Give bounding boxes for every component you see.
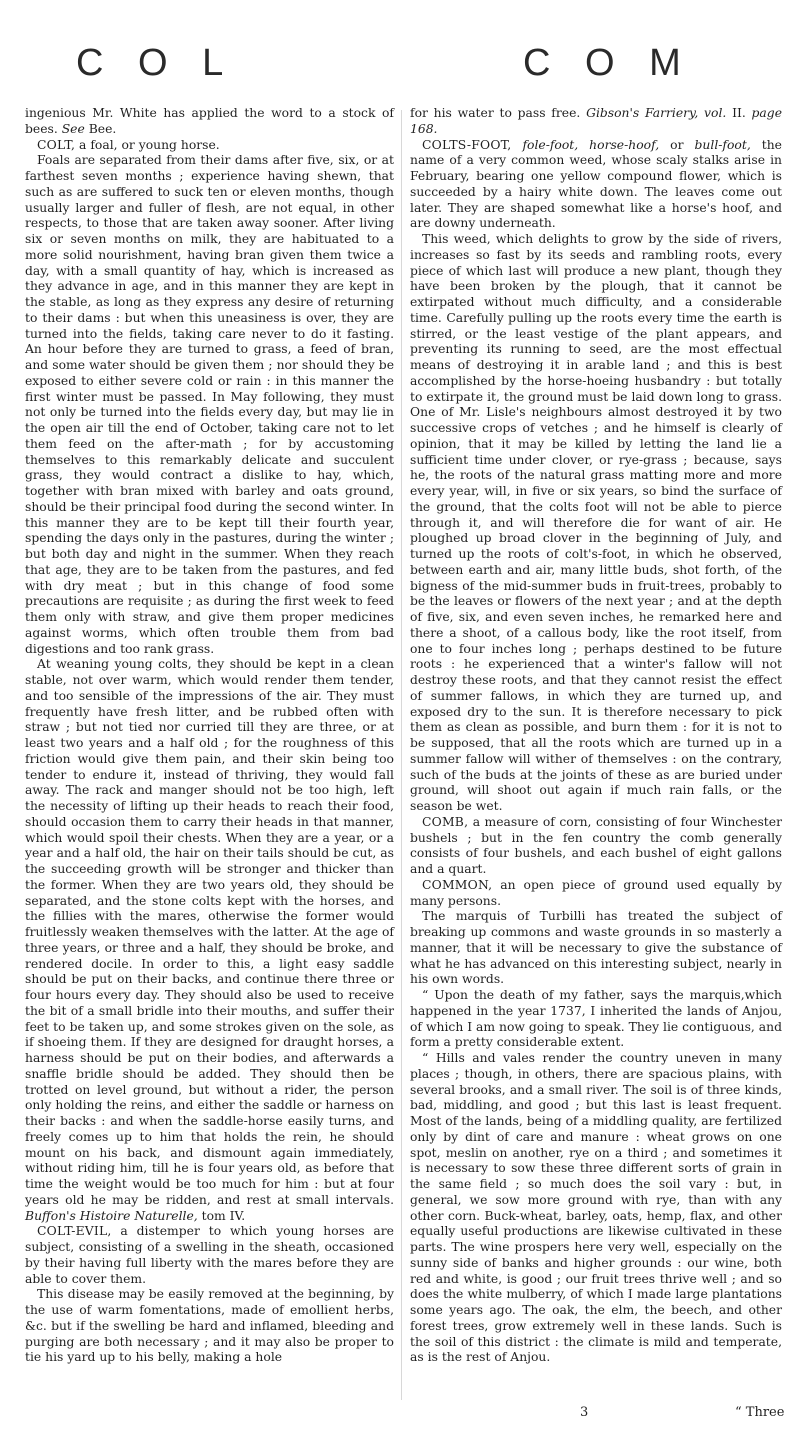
paragraph-water: for his water to pass free. Gibson's Farriery, vol. II. page 168.: [410, 106, 782, 136]
entry-comb: COMB, a measure of corn, consisting of four Winchester bushels ; but in the fen country the comb generally consists of four bushels, and each bushel of eight gallons and a quart.: [410, 814, 782, 876]
paragraph-turbilli: The marquis of Turbilli has treated the subject of breaking up commons and waste grounds in so masterly a manner, that it will be necessary to give the substance of what he has advanced on this interesting subject, nearly in his own words.: [410, 909, 782, 987]
paragraph-father: “ Upon the death of my father, says the marquis,which happened in the year 1737, I inherited the lands of Anjou, of which I am now going to speak. They lie contiguous, and form a pretty considerable extent.: [410, 988, 782, 1050]
headword-colt-evil: COLT-EVIL,: [37, 1224, 112, 1239]
headword-comb: COMB,: [422, 814, 469, 829]
paragraph-disease: This disease may be easily removed at the beginning, by the use of warm fomentations, made of emollient herbs, &c. but if the swelling be hard and inflamed, bleeding and purging are both necessary ; and it may also be proper to tie his yard up to his belly, making a hole: [25, 1287, 394, 1365]
entry-colt-evil: COLT-EVIL, a distemper to which young horses are subject, consisting of a swelling in the sheath, occasioned by their having full liberty with the mares before they are able to cover them.: [25, 1224, 394, 1286]
paragraph-weed: This weed, which delights to grow by the side of rivers, increases so fast by its seeds and rambling roots, every piece of which last will produce a new plant, though they have been broken by the plough, that it cannot be extirpated without much difficulty, and a considerable time. Carefully pulling up the roots every time the earth is stirred, or the least vestige of the plant appears, and preventing its running to seed, are the most effectual means of destroying it in arable land ; and this is best accomplished by the horse-hoeing husbandry : but totally to extirpate it, the ground must be laid down long to grass. One of Mr. Lisle's neighbours almost destroyed it by two successive crops of vetches ; and he himself is clearly of opinion, that it may be killed by letting the land lie a sufficient time under clover, or rye-grass ; because, says he, the roots of the natural grass matting more and more every year, will, in five or six years, so bind the surface of the ground, that the colts foot will not be able to pierce through it, and will therefore die for want of air. He ploughed up broad clover in the beginning of July, and turned up the roots of colt's-foot, in which he observed, between earth and air, many little buds, shot forth, of the bigness of the mid-summer buds in fruit-trees, probably to be the leaves or flowers of the next year ; and at the depth of five, six, and even seven inches, he remarked here and there a shoot, of a callous body, like the root itself, from one to four inches long ; perhaps destined to be future roots : he experienced that a winter's fallow will not destroy these roots, and that they cannot resist the effect of summer fallows, in which they are turned up, and exposed dry to the sun. It is therefore necessary to pick them as clean as possible, and burn them : for it is not to be supposed, that all the roots which are turned up in a summer fallow will wither of themselves : on the contrary, such of the buds at the joints of these as are buried under ground, will shoot out again if much rain falls, or the season be wet.: [410, 232, 782, 813]
headword-common: COMMON,: [422, 877, 493, 892]
paragraph-weaning: At weaning young colts, they should be kept in a clean stable, not over warm, which would render them tender, and too sensible of the impressions of the air. They must frequently have fresh litter, and be rubbed often with straw ; but not tied nor curried till they are three, or at least two years and a half old ; for the roughness of this friction would give them pain, and their skin being too tender to endure it, instead of thriving, they would fall away. The rack and manger should not be too high, left the necessity of lifting up their heads to reach their food, should occasion them to carry their heads in that manner, which would spoil their chests. When they are a year, or a year and a half old, the hair on their tails should be cut, as the succeeding growth will be stronger and thicker than the former. When they are two years old, they should be separated, and the stone colts kept with the horses, and the fillies with the mares, otherwise the former would fruitlessly weaken themselves with the latter. At the age of three years, or three and a half, they should be broke, and rendered docile. In order to this, a light easy saddle should be put on their backs, and continue there three or four hours every day. They should also be used to receive the bit of a small bridle into their mouths, and suffer their feet to be taken up, and some strokes given on the sole, as if shoeing them. If they are designed for draught horses, a harness should be put on their bodies, and afterwards a snaffle bridle should be added. They should then be trotted on level ground, but without a rider, the person only holding the reins, and either the saddle or harness on their backs : and when the saddle-horse easily turns, and freely comes up to him that holds the rein, he should mount on his back, and dismount again immediately, without riding him, till he is four years old, as before that time the weight would be too much for him : but at four years old he may be ridden, and rest at small intervals. Buffon's Histoire Naturelle, tom IV.: [25, 657, 394, 1223]
paragraph-hills: “ Hills and vales render the country uneven in many places ; though, in others, there are spacious plains, with several brooks, and a small river. The soil is of three kinds, bad, middling, and good ; but this last is least frequent. Most of the lands, being of a middling quality, are fertilized only by dint of care and manure : wheat grows on one spot, meslin on another, rye on a third ; and sometimes it is necessary to sow these three different sorts of grain in the same field ; so much does the soil vary : but, in general, we sow more ground with rye, than with any other corn. Buck-wheat, barley, oats, hemp, flax, and other equally useful productions are likewise cultivated in these parts. The wine prospers here very well, especially on the sunny side of banks and higher grounds : our wine, both red and white, is good ; our fruit trees thrive well ; and so does the white mulberry, of which I made large plantations some years ago. The oak, the elm, the beech, and other forest trees, grow extremely well in these lands. Such is the soil of this district : the climate is mild and temperate, as is the rest of Anjou.: [410, 1051, 782, 1365]
column-gutter: [401, 110, 402, 1400]
headword-colt: COLT,: [37, 137, 76, 152]
left-column: [25, 106, 394, 1366]
catchword: “ Three: [735, 1405, 785, 1420]
entry-colt: COLT, a foal, or young horse.: [37, 137, 220, 152]
running-head-right: C O M: [523, 42, 693, 84]
paragraph-bees: ingenious Mr. White has applied the word to a stock of bees. See Bee.: [25, 106, 394, 136]
entry-colts-foot: COLTS-FOOT, fole-foot, horse-hoof, or bull-foot, the name of a very common weed, whose scaly stalks arise in February, bearing one yellow compound flower, which is succeeded by a hairy white down. The leaves come out later. They are shaped somewhat like a horse's hoof, and are downy underneath.: [410, 137, 782, 231]
citation-buffon: Buffon's Histoire Naturelle,: [25, 1208, 198, 1223]
signature-mark: 3: [580, 1405, 589, 1420]
entry-common: COMMON, an open piece of ground used equally by many persons.: [410, 877, 782, 908]
running-head-left: C O L: [76, 42, 236, 84]
citation-gibson: Gibson's Farriery, vol.: [586, 106, 727, 120]
paragraph-foals: Foals are separated from their dams after five, six, or at farthest seven months ; experience having shewn, that such as are suffered to suck ten or eleven months, though usually larger and fuller of flesh, are not equal, in other respects, to those that are taken away sooner. After living six or seven months on milk, they are habituated to a more solid nourishment, having bran given them twice a day, with a small quantity of hay, which is increased as they advance in age, and in this manner they are kept in the stable, as long as they express any desire of returning to their dams : but when this uneasiness is over, they are turned into the fields, taking care never to do it fasting. An hour before they are turned to grass, a feed of bran, and some water should be given them ; nor should they be exposed to either severe cold or rain : in this manner the first winter must be passed. In May following, they must not only be turned into the fields every day, but may lie in the open air till the end of October, taking care not to let them feed on the after-math ; for by accustoming themselves to this remarkably delicate and succulent grass, they would contract a dislike to hay, which, together with bran mixed with barley and oats ground, should be their principal food during the second winter. In this manner they are to be kept till their fourth year, spending the days only in the pastures, during the winter ; but both day and night in the summer. When they reach that age, they are to be taken from the pastures, and fed with dry meat ; but in this change of food some precautions are requisite ; as during the first week to feed them only with straw, and give them proper medicines against worms, which often trouble them from bad digestions and too rank grass.: [25, 153, 394, 656]
headword-colts-foot: COLTS-FOOT,: [422, 137, 512, 152]
right-column: [410, 106, 782, 1366]
